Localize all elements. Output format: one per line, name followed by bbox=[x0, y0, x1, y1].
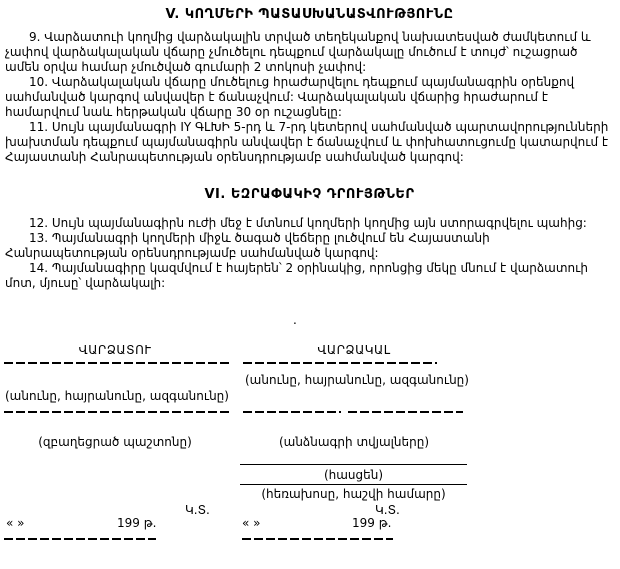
section-5-heading: V. ԿՈՂՄԵՐԻ ՊԱՏԱՍԽԱՆԱՏՎՈՒԹՅՈՒՆԸ bbox=[165, 7, 454, 22]
lessee-phone-label: (հեռախոսը, հաշվի համարը) bbox=[261, 487, 446, 501]
clause-9: 9. Վարձատուի կողմից վարձակալին տրված տեղեկանքով նախատեսված ժամկետում և չափով վարձակալական վճարը չմուծելու դեպքում վարձակալը մուծում է տույժ՝ ուշացրած ամեն օրվա համար չմուծված գումարի 2 տոկոսի չափով: bbox=[5, 30, 591, 74]
lessee-seal-mark: Կ.Տ. bbox=[375, 503, 400, 517]
lessor-position-label: (զբաղեցրած պաշտոնը) bbox=[38, 435, 192, 449]
lessee-passport-label: (անձնագրի տվյալները) bbox=[278, 435, 430, 449]
lessee-date-line bbox=[242, 538, 393, 540]
lessor-date-year: 199 թ. bbox=[117, 516, 157, 530]
lessee-name-label: (անունը, հայրանունը, ազգանունը) bbox=[245, 373, 469, 387]
lessor-position-line bbox=[4, 411, 230, 413]
lessee-title: ՎԱՐՁԱԿԱԼ bbox=[317, 343, 391, 357]
stray-period: . bbox=[293, 313, 297, 327]
lessee-date-year: 199 թ. bbox=[352, 516, 392, 530]
lessee-address-label: (հասցեն) bbox=[323, 468, 384, 482]
lessor-name-label: (անունը, հայրանունը, ազգանունը) bbox=[5, 389, 229, 403]
lessor-title: ՎԱՐՁԱՏՈՒ bbox=[78, 343, 152, 357]
lessor-seal-mark: Կ.Տ. bbox=[185, 503, 210, 517]
clause-13: 13. Պայմանագրի կողմերի միջև ծագած վեճերը լուծվում են Հայաստանի Հանրապետության օրենսդրությամբ սահմանված կարգով: bbox=[5, 231, 490, 260]
clause-10: 10. Վարձակալական վճարը մուծելուց հրաժարվելու դեպքում պայմանագրին օրենքով սահմանված կարգով անվավեր է ճանաչվում: Վարձակալական վճարից հրաժարում է համարվում նաև հերթական վճարը 30 օր ուշացնելը: bbox=[5, 75, 575, 119]
lessor-date-line bbox=[4, 538, 156, 540]
lessee-date-quotes: « » bbox=[242, 516, 261, 530]
lessee-passport-line-a bbox=[243, 411, 341, 413]
lessee-name-signature-line bbox=[243, 362, 437, 364]
clause-11: 11. Սույն պայմանագրի IY ԳԼԽԻ 5-րդ և 7-րդ կետերով սահմանված պարտավորությունների խախտման դեպքում պայմանագիրն անվավեր է ճանաչվում և փոխհատուցումը կատարվում է Հայաստանի Հանրապետության օրենսդրությամբ սահմանված կարգով: bbox=[5, 120, 609, 164]
lessor-date-quotes: « » bbox=[6, 516, 25, 530]
clause-14: 14. Պայմանագիրը կազմվում է հայերեն՝ 2 օրինակից, որոնցից մեկը մնում է վարձատուի մոտ, մյուսը՝ վարձակալի: bbox=[5, 261, 588, 290]
lessor-name-signature-line bbox=[4, 362, 230, 364]
section-6-heading: VI. ԵԶՐԱՓԱԿԻՉ ԴՐՈՒՅԹՆԵՐ bbox=[204, 187, 415, 202]
lessee-address-rule-top bbox=[240, 464, 467, 465]
clause-12: 12. Սույն պայմանագիրն ուժի մեջ է մտնում կողմերի կողմից այն ստորագրվելու պահից: bbox=[29, 216, 587, 230]
lessee-address-rule-bottom bbox=[240, 484, 467, 485]
lessee-passport-line-b bbox=[348, 411, 463, 413]
